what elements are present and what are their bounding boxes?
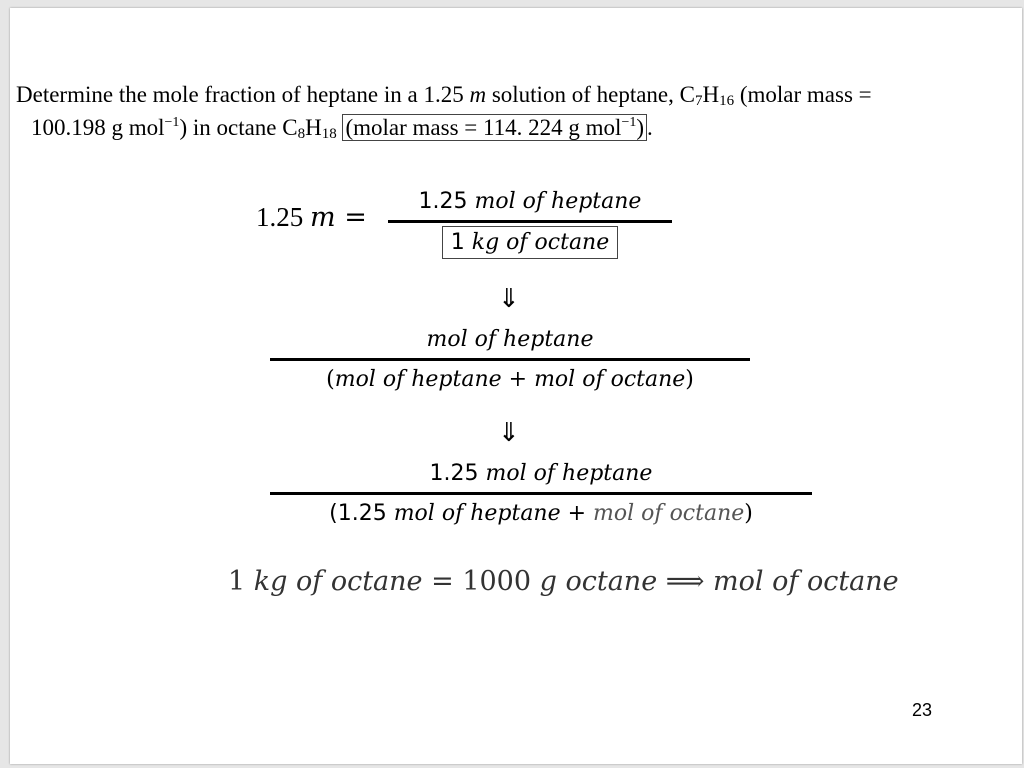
boxed-text: (molar mass = 114. 224 g mol — [345, 115, 622, 140]
problem-text: . — [647, 115, 653, 140]
plus-sign: + — [560, 500, 594, 526]
denominator-box — [442, 226, 619, 259]
boxed-text: ) — [636, 115, 645, 140]
subscript: 8 — [297, 126, 306, 142]
equals-sign: = — [422, 566, 463, 597]
denominator-coef: 1 — [450, 229, 472, 255]
problem-line-2 — [16, 111, 1024, 144]
conversion-term: mol of octane — [713, 566, 899, 597]
subscript: 7 — [694, 93, 703, 109]
slide — [10, 8, 1022, 764]
denominator-term: mol of heptane — [334, 366, 502, 392]
page-number: 23 — [912, 700, 933, 720]
lhs-m: m — [310, 202, 336, 233]
lhs-number: 1.25 — [256, 202, 310, 232]
paren: ) — [744, 500, 753, 526]
numerator-text: mol of heptane — [426, 327, 594, 352]
numerator-coef: 1.25 — [429, 461, 486, 486]
paren: ( — [326, 366, 335, 392]
paren: ) — [685, 366, 694, 392]
fraction-numerator — [270, 458, 812, 489]
fraction-denominator — [270, 364, 750, 395]
down-arrow-icon: ⇓ — [498, 284, 520, 314]
problem-text: H — [702, 82, 720, 107]
implies-arrow-icon: ⟹ — [657, 566, 714, 597]
fraction-bar — [270, 358, 750, 361]
conversion-number: 1000 — [462, 566, 540, 597]
fraction-numerator — [388, 186, 672, 217]
numerator-text: mol of heptane — [474, 189, 642, 214]
problem-statement — [16, 78, 1024, 144]
fraction-denominator — [270, 498, 812, 529]
numerator-coef: 1.25 — [418, 189, 475, 214]
mole-fraction-general — [270, 324, 750, 395]
conversion-term: kg of octane — [253, 566, 423, 597]
molality-lhs — [256, 202, 367, 233]
molality-fraction — [388, 186, 672, 259]
denominator-text: kg of octane — [471, 229, 610, 255]
molality-symbol: m — [469, 82, 487, 107]
denominator-term: mol of heptane — [393, 500, 561, 526]
fraction-denominator — [388, 226, 672, 259]
octane-molar-mass-box — [342, 114, 647, 141]
conversion-equation — [228, 566, 899, 597]
fraction-bar — [388, 220, 672, 223]
plus-sign: + — [501, 366, 535, 392]
equals-sign: = — [335, 202, 367, 233]
fraction-numerator — [270, 324, 750, 355]
subscript: 18 — [321, 126, 337, 142]
problem-text: 100.198 g mol — [31, 115, 165, 140]
superscript: −1 — [164, 115, 180, 130]
mole-fraction-substituted — [270, 458, 812, 529]
subscript: 16 — [719, 93, 735, 109]
superscript: −1 — [621, 115, 637, 130]
problem-text: solution of heptane, C — [486, 82, 695, 107]
fraction-bar — [270, 492, 812, 495]
denominator-term-unknown: mol of octane — [593, 500, 745, 526]
problem-text: ) in octane C — [179, 115, 298, 140]
down-arrow-icon: ⇓ — [498, 418, 520, 448]
conversion-number: 1 — [228, 566, 254, 597]
denominator-term: mol of octane — [534, 366, 686, 392]
problem-line-1 — [16, 78, 1024, 111]
numerator-text: mol of heptane — [485, 461, 653, 486]
problem-text: Determine the mole fraction of heptane in a 1.25 — [16, 82, 470, 107]
denominator-coef: (1.25 — [329, 500, 394, 526]
conversion-term: g octane — [539, 566, 658, 597]
problem-text: (molar mass = — [734, 82, 872, 107]
problem-text: H — [305, 115, 322, 140]
